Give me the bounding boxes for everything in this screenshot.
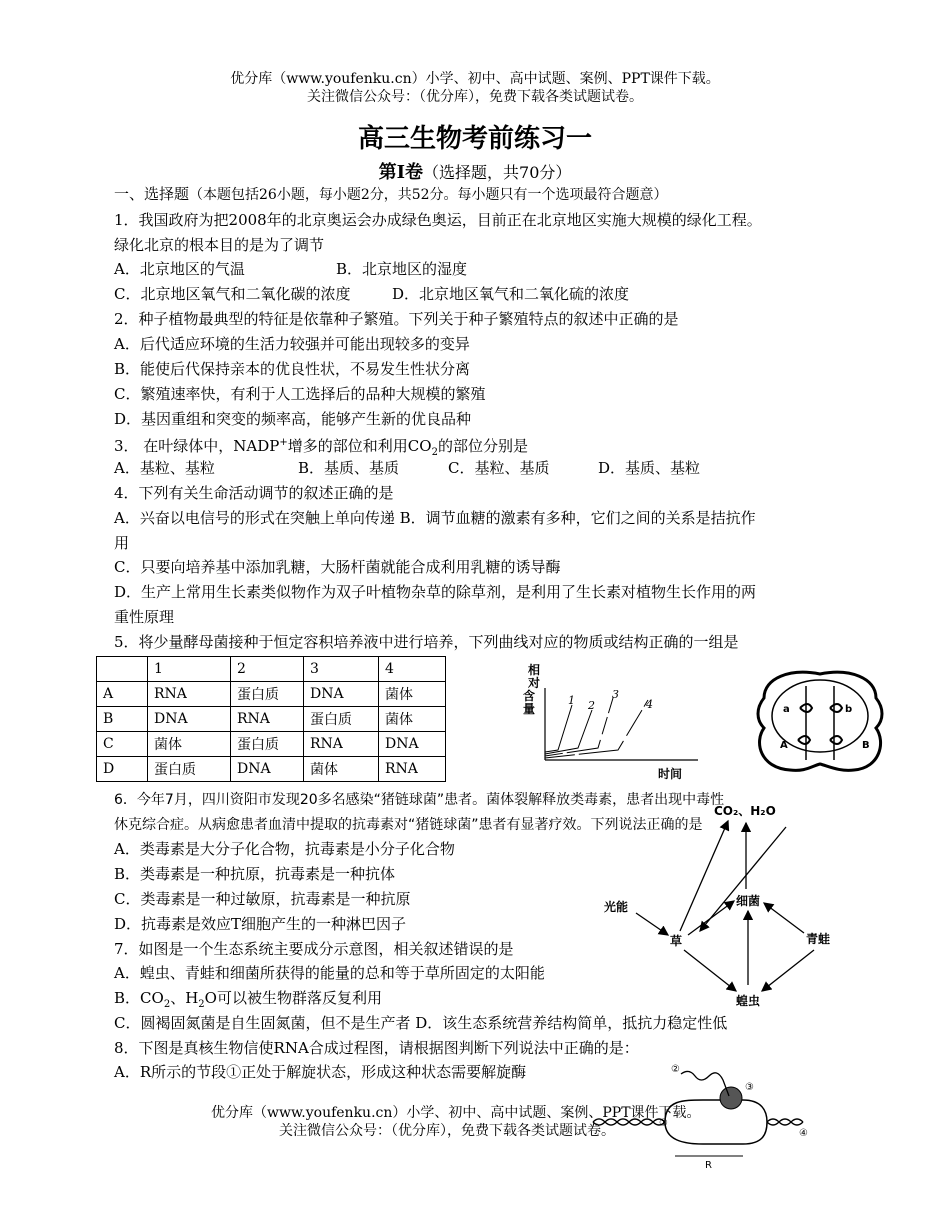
label-2: ② — [671, 1064, 680, 1075]
q7-b-sub1: 2 — [163, 999, 171, 1010]
table-cell: 蛋白质 — [231, 732, 304, 757]
node-grass: 草 — [670, 934, 683, 948]
node-light: 光能 — [604, 900, 629, 914]
q6-stem-2: 休克综合症。从病愈患者血清中提取的抗毒素对“猪链球菌”患者有显著疗效。下列说法正确的是 — [114, 817, 703, 833]
q4-option-c: C．只要向培养基中添加乳糖，大肠杆菌就能合成利用乳糖的诱导酶 — [114, 558, 561, 576]
q6-option-c: C．类毒素是一种过敏原，抗毒素是一种抗原 — [114, 890, 411, 908]
table-row — [97, 757, 446, 782]
q7-stem: 7．如图是一个生态系统主要成分示意图，相关叙述错误的是 — [114, 940, 514, 958]
label-3: ③ — [745, 1082, 754, 1093]
q7-b-sub2: 2 — [198, 999, 205, 1010]
section-note: （选择题，共70分） — [423, 163, 572, 182]
curve-label-1: 1 — [568, 694, 575, 707]
table-cell: B — [97, 707, 148, 732]
cell-outline — [758, 672, 882, 770]
part1-heading — [114, 184, 668, 205]
q4-option-d-2: 重性原理 — [114, 608, 175, 626]
q1-option-d: D．北京地区氧气和二氧化硫的浓度 — [392, 285, 630, 303]
dna-right — [767, 1119, 803, 1125]
q2-stem: 2．种子植物最典型的特征是依靠种子繁殖。下列关于种子繁殖特点的叙述中正确的是 — [114, 310, 679, 328]
arrow-light-grass — [636, 913, 668, 935]
q3-sup: + — [279, 437, 288, 448]
q8-stem: 8．下图是真核生物信使RNA合成过程图，请根据图判断下列说法中正确的是： — [114, 1039, 639, 1057]
q4-stem: 4．下列有关生命活动调节的叙述正确的是 — [114, 484, 394, 502]
q3-stem-b: 增多的部位和利用CO — [287, 437, 432, 455]
table-cell: 蛋白质 — [231, 682, 304, 707]
q1-option-b: B．北京地区的湿度 — [336, 260, 468, 278]
curve-label-4: 4 — [646, 698, 653, 711]
graph-ylabel-4: 量 — [523, 702, 536, 716]
table-row — [97, 682, 446, 707]
q1-stem-2: 绿化北京的根本目的是为了调节 — [114, 236, 325, 254]
table-cell: RNA — [379, 757, 446, 782]
transcription-bubble — [665, 1100, 767, 1144]
footer-line-1: 优分库（www.youfenku.cn）小学、初中、高中试题、案例、PPT课件下载。 — [211, 1105, 701, 1121]
node-locust: 蝗虫 — [736, 994, 761, 1008]
table-cell: 4 — [379, 657, 446, 682]
q4-option-ab-cont: 用 — [114, 534, 130, 552]
q8-transcription-diagram — [593, 1060, 815, 1170]
table-row — [97, 707, 446, 732]
q7-option-b — [114, 988, 382, 1015]
q7-options-cd: C．圆褐固氮菌是自生固氮菌，但不是生产者 D．该生态系统营养结构简单，抵抗力稳定性低 — [114, 1014, 728, 1032]
q6-option-d: D．抗毒素是效应T细胞产生的一种淋巴因子 — [114, 915, 407, 933]
footer-line-2: 关注微信公众号：（优分库），免费下载各类试题试卷。 — [279, 1123, 615, 1139]
table-cell: 菌体 — [148, 732, 231, 757]
arrow-frog-locust — [762, 950, 814, 991]
q6-stem-1: 6．今年7月，四川资阳市发现20多名感染“猪链球菌”患者。菌体裂解释放类毒素，患者出现中毒性 — [114, 792, 725, 808]
table-cell: 蛋白质 — [304, 707, 379, 732]
q4-option-d-1: D．生产上常用生长素类似物作为双子叶植物杂草的除草剂，是利用了生长素对植物生长作用的两 — [114, 583, 757, 601]
table-cell: RNA — [148, 682, 231, 707]
q3-option-d: D．基质、基粒 — [598, 459, 701, 477]
graph-curve-3 — [545, 698, 613, 756]
table-row — [97, 732, 446, 757]
q2-option-d: D．基因重组和突变的频率高，能够产生新的优良品种 — [114, 410, 472, 428]
curve-label-2: 2 — [588, 699, 595, 712]
table-cell: DNA — [379, 732, 446, 757]
table-cell: 1 — [148, 657, 231, 682]
q2-option-b: B．能使后代保持亲本的优良性状，不易发生性状分离 — [114, 360, 471, 378]
q3-option-b: B．基质、基质 — [298, 459, 400, 477]
arrow-grass-co2 — [680, 821, 728, 931]
curve-label-3: 3 — [612, 688, 619, 701]
graph-ylabel-3: 含 — [523, 689, 536, 703]
arrow-frog-bacteria — [764, 903, 804, 933]
node-frog: 青蛙 — [806, 932, 831, 946]
cell-label-a: a — [783, 704, 790, 715]
graph-ylabel-1: 相 — [528, 663, 541, 677]
q7-b-a: B．CO — [114, 989, 164, 1007]
cell-label-b: b — [845, 704, 853, 715]
table-cell: DNA — [148, 707, 231, 732]
table-cell: 菌体 — [379, 682, 446, 707]
arrow-co2-grass — [700, 827, 786, 931]
label-1: ① — [659, 1118, 668, 1129]
q2-option-a: A．后代适应环境的生活力较强并可能出现较多的变异 — [114, 335, 470, 353]
graph-curve-4 — [545, 700, 648, 758]
table-cell: A — [97, 682, 148, 707]
table-cell: RNA — [231, 707, 304, 732]
table-cell: 2 — [231, 657, 304, 682]
section-name: 第Ⅰ卷 — [378, 162, 424, 183]
q5-table — [96, 656, 446, 782]
table-cell: 蛋白质 — [148, 757, 231, 782]
graph-ylabel-2: 对 — [528, 676, 541, 690]
q5-stem: 5．将少量酵母菌接种于恒定容积培养液中进行培养，下列曲线对应的物质或结构正确的一组是 — [114, 633, 739, 651]
cell-label-B: B — [862, 740, 870, 751]
table-cell: DNA — [304, 682, 379, 707]
q8-option-a: A．R所示的节段①正处于解旋状态，形成这种状态需要解旋酶 — [114, 1063, 527, 1081]
header-line-2: 关注微信公众号：（优分库），免费下载各类试题试卷。 — [307, 89, 643, 105]
q3-stem-a: 3． 在叶绿体中，NADP — [114, 437, 280, 455]
dna-right-2 — [767, 1119, 803, 1125]
q1-stem-1: 1．我国政府为把2008年的北京奥运会办成绿色奥运，目前正在北京地区实施大规模的绿化工程。 — [114, 211, 762, 229]
part1-note: （本题包括26小题，每小题2分，共52分。每小题只有一个选项最符合题意） — [189, 187, 668, 203]
q7-b-c: O可以被生物群落反复利用 — [204, 989, 382, 1007]
graph-curve-1 — [545, 705, 572, 752]
q3-option-a: A．基粒、基粒 — [114, 459, 215, 477]
part1-label: 一、选择题 — [114, 185, 190, 203]
table-cell: 菌体 — [304, 757, 379, 782]
q7-option-a: A．蝗虫、青蛙和细菌所获得的能量的总和等于草所固定的太阳能 — [114, 964, 545, 982]
arrow-grass-locust — [684, 950, 736, 991]
label-4: ④ — [799, 1128, 808, 1139]
table-cell: C — [97, 732, 148, 757]
table-cell: 菌体 — [379, 707, 446, 732]
graph-xlabel: 时间 — [658, 767, 683, 781]
table-cell: DNA — [231, 757, 304, 782]
label-r: R — [705, 1160, 712, 1171]
chromosomes — [798, 704, 842, 744]
q5-cell-figure — [750, 668, 890, 778]
node-co2: CO₂、H₂O — [714, 804, 776, 818]
section-heading — [0, 158, 950, 184]
dna-left-2 — [593, 1119, 665, 1125]
table-row — [97, 657, 446, 682]
q7-b-b: 、H — [170, 989, 199, 1007]
q4-option-ab: A．兴奋以电信号的形式在突触上单向传递 B．调节血糖的激素有多种，它们之间的关系是拮抗作 — [114, 509, 756, 527]
page-title: 高三生物考前练习一 — [357, 124, 592, 154]
table-cell: D — [97, 757, 148, 782]
table-cell — [97, 657, 148, 682]
q3-stem-c: 的部位分别是 — [437, 437, 528, 455]
cell-label-A: A — [780, 740, 788, 751]
q5-growth-graph — [518, 660, 703, 782]
q7-ecosystem-diagram — [596, 795, 846, 1010]
node-bacteria: 细菌 — [736, 894, 761, 908]
q3-option-c: C．基粒、基质 — [448, 459, 550, 477]
q6-option-b: B．类毒素是一种抗原，抗毒素是一种抗体 — [114, 865, 396, 883]
table-cell: RNA — [304, 732, 379, 757]
q3-sub: 2 — [431, 447, 438, 458]
header-line-1: 优分库（www.youfenku.cn）小学、初中、高中试题、案例、PPT课件下载。 — [230, 71, 720, 87]
rna-polymerase — [720, 1087, 742, 1109]
table-cell: 3 — [304, 657, 379, 682]
q6-option-a: A．类毒素是大分子化合物，抗毒素是小分子化合物 — [114, 840, 455, 858]
q2-option-c: C．繁殖速率快，有利于人工选择后的品种大规模的繁殖 — [114, 385, 486, 403]
q1-option-c: C．北京地区氧气和二氧化碳的浓度 — [114, 285, 351, 303]
q1-option-a: A．北京地区的气温 — [114, 260, 245, 278]
